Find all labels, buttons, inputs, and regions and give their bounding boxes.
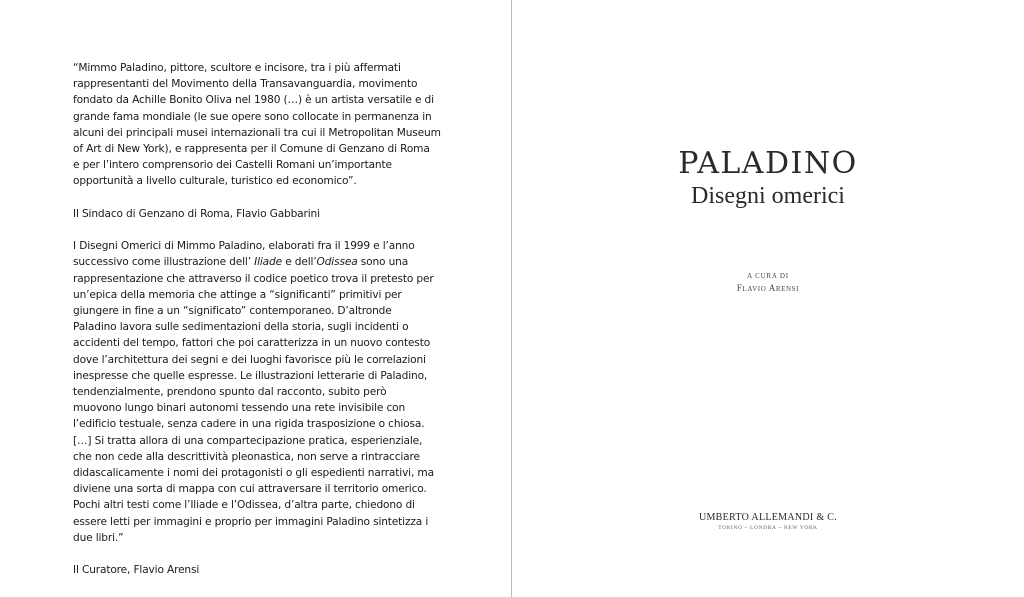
book-title: PALADINO (678, 146, 858, 181)
essay-line: muovono lungo binari autonomi tessendo una rete invisibile con (73, 402, 406, 415)
essay-line: giungere in fine a un “significato” contemporaneo. D’altronde (73, 305, 392, 318)
essay-line: inespresse che quelle espresse. Le illustrazioni letterarie di Paladino, (73, 369, 428, 382)
left-page (0, 0, 511, 597)
essay-line: diviene una sorta di mappa con cui attraversare il territorio omerico. (73, 483, 427, 496)
curator-essay (73, 238, 445, 546)
quote-line: alcuni dei principali musei internazionali tra cui il Metropolitan Museum (73, 126, 441, 139)
essay-line: un’epica della memoria che attinge a “significanti” primitivi per (73, 288, 402, 301)
publisher-name: UMBERTO ALLEMANDI & C. (698, 512, 838, 523)
essay-line: l’edificio testuale, senza cadere in una rigida trasposizione o chiosa. (73, 418, 425, 431)
quote-line: of Art di New York), e rappresenta per il Comune di Genzano di Roma (73, 143, 430, 156)
essay-line: che non cede alla descrittività pleonastica, non serve a rintracciare (73, 450, 420, 463)
essay-line: rappresentazione che attraverso il codice poetico trova il pretesto per (73, 272, 434, 285)
mayor-attribution: Il Sindaco di Genzano di Roma, Flavio Gabbarini (73, 207, 320, 220)
essay-line: accidenti del tempo, fattori che poi caratterizza in un nuovo contesto (73, 337, 431, 350)
essay-line: due libri.” (73, 531, 124, 544)
right-page (512, 0, 1024, 597)
quote-line: opportunità a livello culturale, turistico ed economico”. (73, 175, 357, 188)
quote-line: fondato da Achille Bonito Oliva nel 1980 (…) è un artista versatile e di (73, 94, 434, 107)
essay-line: […] Si tratta allora di una compartecipazione pratica, esperienziale, (73, 434, 423, 447)
curator-name: FLAVIO ARENSI (736, 283, 800, 293)
essay-line: I Disegni Omerici di Mimmo Paladino, elaborati fra il 1999 e l’anno (73, 240, 415, 253)
essay-line: Pochi altri testi come l’Iliade e l’Odissea, d’altra parte, chiedono di (73, 499, 415, 512)
curated-by-label: A CURA DI (747, 272, 789, 280)
essay-line: didascalicamente i nomi dei protagonisti o gli espedienti narrativi, ma (73, 467, 434, 480)
essay-line: Paladino lavora sulle sedimentazioni della storia, sugli incidenti o (73, 321, 409, 334)
quote-line: grande fama mondiale (le sue opere sono collocate in permanenza in (73, 110, 432, 123)
publisher-cities: TORINO ~ LONDRA ~ NEW YORK (718, 525, 818, 531)
mayor-quote (73, 60, 445, 190)
essay-line: tendenzialmente, prendono spunto dal racconto, subito però (73, 386, 387, 399)
quote-line: “Mimmo Paladino, pittore, scultore e incisore, tra i più affermati (73, 62, 401, 74)
curator-attribution: Il Curatore, Flavio Arensi (73, 564, 200, 577)
essay-line: successivo come illustrazione dell’ Iliade e dell’Odissea sono una (73, 256, 409, 269)
essay-line: essere letti per immagini e proprio per immagini Paladino sintetizza i (73, 515, 429, 528)
essay-line: dove l’architettura dei segni e dei luoghi favorisce più le correlazioni (73, 353, 426, 366)
book-subtitle: Disegni omerici (691, 183, 845, 209)
quote-line: e per l’intero comprensorio dei Castelli Romani un’importante (73, 159, 392, 172)
left-text-block (73, 60, 445, 578)
quote-line: rappresentanti del Movimento della Transavanguardia, movimento (73, 78, 418, 91)
